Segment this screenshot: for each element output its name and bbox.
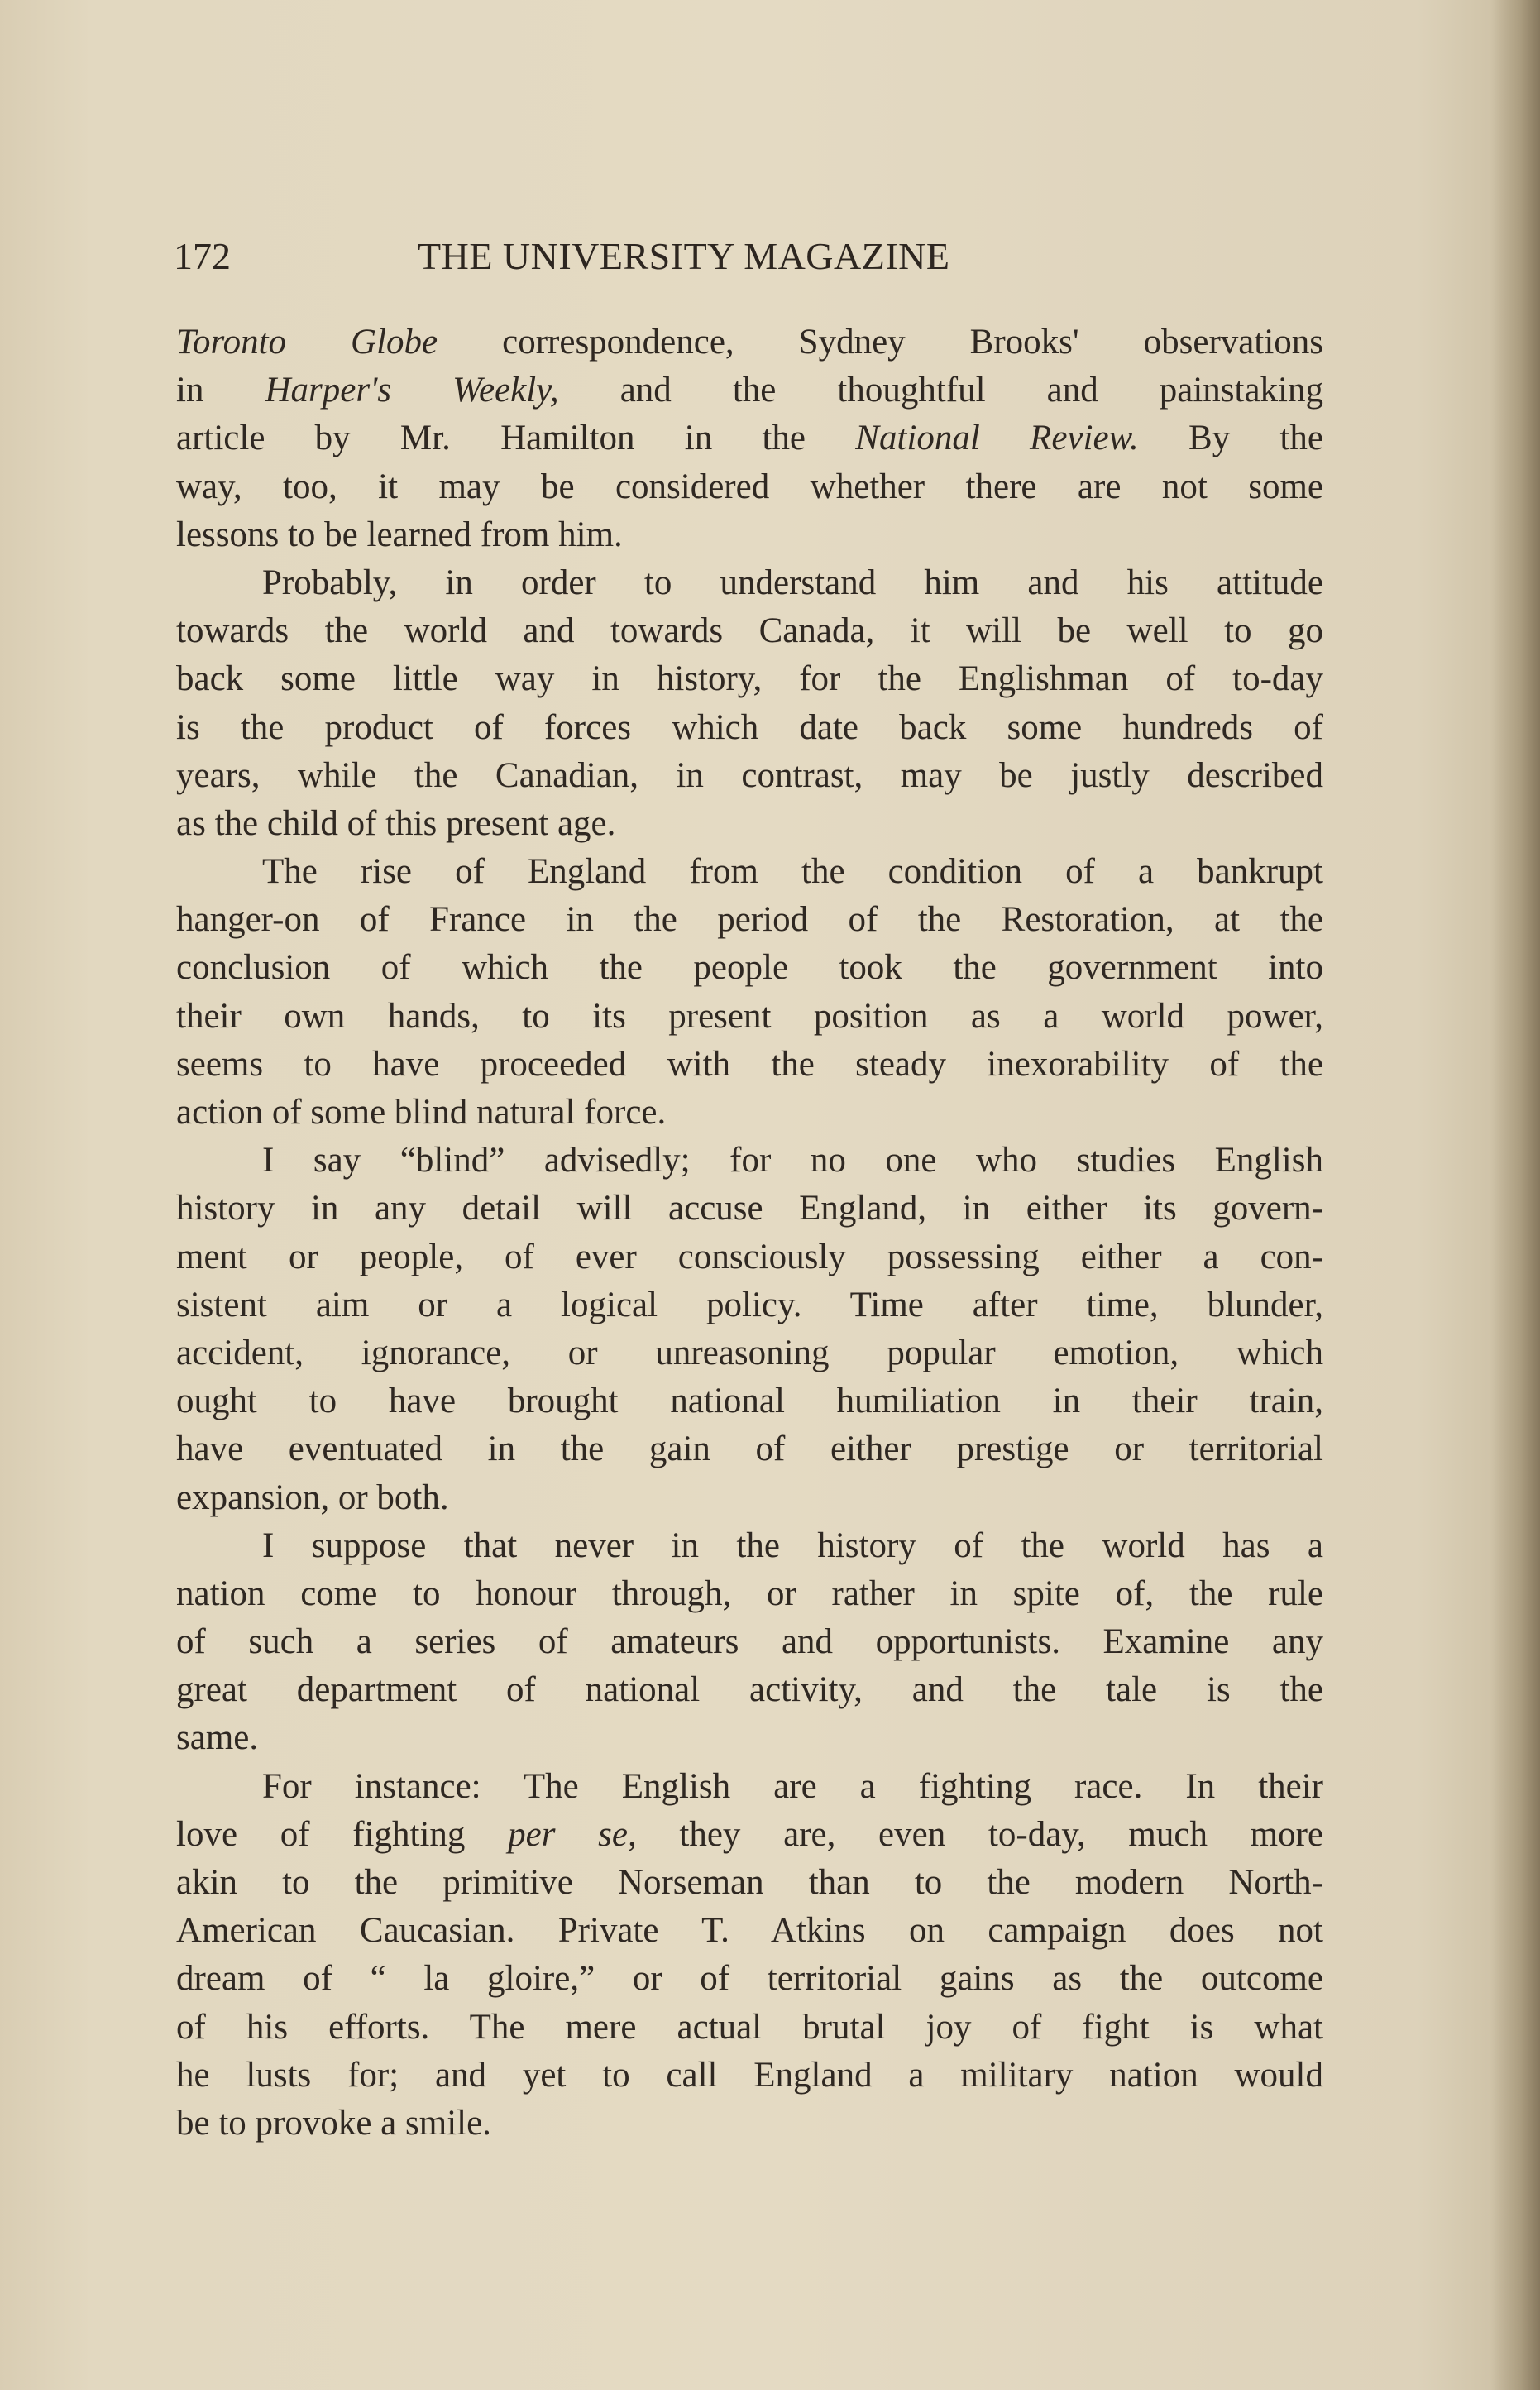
text-segment: they are, even to-day, much more [636,1814,1323,1854]
text-line [176,1955,1323,2003]
text-line [176,1811,1323,1859]
running-title: THE UNIVERSITY MAGAZINE [418,235,950,277]
italic-text: per se, [508,1814,637,1854]
text-line [176,511,1323,559]
text-segment: years, while the Canadian, in contrast, may be justly described [176,755,1323,795]
text-line [176,752,1323,800]
text-line [176,1474,1323,1522]
text-segment: nation come to honour through, or rather in spite of, the rule [176,1573,1323,1613]
text-segment: of such a series of amateurs and opportunists. Examine any [176,1622,1323,1662]
text-line [176,896,1323,944]
text-segment: The rise of England from the condition of a bankrupt [262,852,1323,892]
text-line [176,2052,1323,2100]
text-segment: article by Mr. Hamilton in the [176,419,856,458]
text-segment: For instance: The English are a fighting race. In their [262,1766,1323,1806]
text-line [176,1281,1323,1329]
text-line [176,414,1323,462]
text-line [176,463,1323,511]
text-segment: he lusts for; and yet to call England a military nation would [176,2055,1323,2095]
text-line [176,559,1323,607]
text-line [176,1859,1323,1907]
text-segment: and the thoughtful and painstaking [558,371,1323,410]
text-line [176,655,1323,703]
page-edge-shadow [1490,0,1540,2390]
text-segment: seems to have proceeded with the steady inexorability of the [176,1044,1323,1084]
text-segment: back some little way in history, for the Englishman of to-day [176,659,1323,699]
text-segment: of his efforts. The mere actual brutal joy of fight is what [176,2007,1323,2047]
text-segment: akin to the primitive Norseman than to the modern North- [176,1863,1323,1902]
text-segment: expansion, or both. [176,1478,449,1517]
body-text [176,319,1323,2148]
text-line [176,1089,1323,1137]
text-segment: conclusion of which the people took the government into [176,948,1323,988]
text-line [176,1233,1323,1281]
text-line [176,1185,1323,1233]
text-line [176,319,1323,366]
text-segment: be to provoke a smile. [176,2103,491,2143]
text-line [176,1377,1323,1425]
text-segment: ought to have brought national humiliation in their train, [176,1382,1323,1421]
text-segment: their own hands, to its present position as a world power, [176,996,1323,1036]
text-line [176,704,1323,752]
text-line [176,1570,1323,1618]
text-segment: way, too, it may be considered whether there are not some [176,467,1323,506]
text-line [176,993,1323,1041]
text-line [176,800,1323,848]
text-segment: By the [1138,419,1323,458]
text-segment: I suppose that never in the history of the world has a [262,1525,1323,1565]
italic-text: Toronto Globe [176,323,438,362]
text-segment: is the product of forces which date back some hundreds of [176,707,1323,747]
text-segment: I say “blind” advisedly; for no one who studies English [262,1141,1323,1181]
text-segment: great department of national activity, and the tale is the [176,1670,1323,1710]
text-line [176,1522,1323,1570]
text-segment: in [176,371,265,410]
text-line [176,607,1323,655]
italic-text: National Review. [855,419,1139,458]
text-segment: same. [176,1718,259,1758]
text-line [176,848,1323,896]
text-line [176,1763,1323,1811]
page-number: 172 [174,235,231,277]
text-line [176,1041,1323,1089]
text-line [176,944,1323,992]
text-line [176,1137,1323,1185]
text-line [176,2004,1323,2052]
text-segment: Probably, in order to understand him and his attitude [262,563,1323,602]
text-segment: love of fighting [176,1814,509,1854]
text-segment: action of some blind natural force. [176,1093,667,1132]
text-segment: accident, ignorance, or unreasoning popular emotion, which [176,1333,1323,1372]
text-line [176,2100,1323,2148]
text-segment: towards the world and towards Canada, it will be well to go [176,611,1323,651]
text-segment: ment or people, of ever consciously possessing either a con- [176,1237,1323,1276]
text-line [176,1907,1323,1955]
italic-text: Harper's Weekly, [265,371,559,410]
text-line [176,1666,1323,1714]
text-segment: American Caucasian. Private T. Atkins on campaign does not [176,1911,1323,1951]
text-segment: have eventuated in the gain of either prestige or territorial [176,1430,1323,1469]
text-line [176,366,1323,414]
text-segment: history in any detail will accuse England, in either its govern- [176,1189,1323,1229]
text-line [176,1714,1323,1762]
text-segment: as the child of this present age. [176,803,616,843]
text-segment: correspondence, Sydney Brooks' observations [438,323,1323,362]
text-line [176,1425,1323,1473]
text-segment: hanger-on of France in the period of the Restoration, at the [176,900,1323,940]
running-head [174,234,1332,284]
text-line [176,1618,1323,1666]
text-segment: sistent aim or a logical policy. Time after time, blunder, [176,1285,1323,1324]
text-segment: lessons to be learned from him. [176,515,623,554]
text-segment: dream of “ la gloire,” or of territorial gains as the outcome [176,1959,1323,1999]
text-line [176,1329,1323,1377]
